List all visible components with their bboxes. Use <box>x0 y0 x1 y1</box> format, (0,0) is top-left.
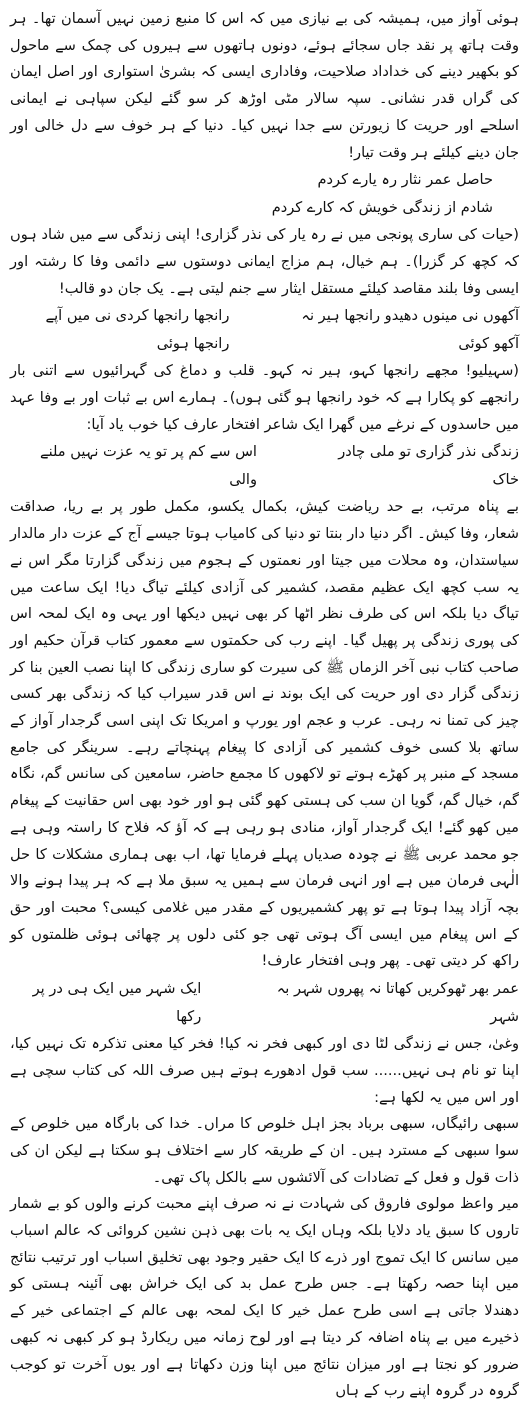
paragraph-3: (سہیلیو! مجھے رانجھا کہو، ہیر نہ کہو۔ قلب و دماغ کی گہرائیوں سے اتنی بار رانجھے کو پکارا ہے کہ خود رانجھا ہو گئی ہوں)۔ ہمارے اس بے ثبات اور بے وفا عہد میں حاسدوں کے نرغے میں گھرا ایک شاعر افتخار عارف کیا خوب یاد آیا: <box>10 362 519 433</box>
paragraph-7: میر واعظ مولوی فاروق کی شہادت نے نہ صرف اپنے محبت کرنے والوں کو بے شمار تاروں کا سبق یاد دلایا بلکہ وہاں ایک یہ بات بھی ذہن نشین کروائی کہ عالم اسباب میں سانس کا ایک تموج اور ذرے کا ایک حقیر وجود بھی تخلیق اسباب اور ترتیب نتائج میں اپنا حصہ رکھتا ہے۔ جس طرح عمل بد کی ایک خراش بھی آئینہ ہستی کو دھندلا جاتی ہے اسی طرح عمل خیر کا ایک لمحہ بھی عالم کے اجتماعی خیر کے ذخیرے میں بے پناہ اضافہ کر دیتا ہے اور لوح زمانہ میں ریکارڈ ہو کر کبھی نہ کبھی ضرور کو نجتا ہے اور میزان نتائج میں اپنا وزن دکھاتا ہے اور یوں آخرت تو کوجب گروہ در گروہ اپنے رب کے ہاں <box>10 1195 519 1400</box>
couplet-half: رانجھا رانجھا کردی نی میں آپے رانجھا ہوئی <box>45 307 230 353</box>
paragraph-2: (حیات کی ساری پونجی میں نے رہ یار کی نذر گزاری! اپنی زندگی سے میں شاد ہوں کہ کچھ کر گزرا)۔ ہم خیال، ہم مزاج ایمانی دوستوں سے دائمی وفا کا رشتہ اور ایسی وفا بلند مقاصد کیلئے مستقل ایثار سے جنم لیتی ہے۔ یک جان دو قالب! <box>10 226 519 297</box>
iftikhar-arif-couplet-2 <box>10 975 519 1031</box>
verse-line: حاصل عمر نثار رہ یارے کردم <box>317 171 493 189</box>
couplet-half: اس سے کم پر تو یہ عزت نہیں ملنے والی <box>40 443 257 489</box>
punjabi-couplet <box>10 302 519 358</box>
iftikhar-arif-couplet-1 <box>10 438 519 494</box>
couplet-half: آکھوں نی مینوں دھیدو رانجھا ہیر نہ آکھو کوئی <box>301 307 519 353</box>
couplet-half: ایک شہر میں ایک ہی در پر رکھا <box>32 980 202 1026</box>
paragraph-4: بے پناہ مرتب، بے حد ریاضت کیش، بکمال یکسو، مکمل طور پر بے ریا، صداقت شعار، وفا کیش۔ اگر دنیا دار بنتا تو دنیا کی کامیاب ہوتا جیسے آج کے عزت دار مالدار سیاستدان، وہ محلات میں جیتا اور نعمتوں کے ہجوم میں زندگی گزارتا مگر اس نے یہ سب کچھ ایک عظیم مقصد، کشمیر کی آزادی کیلئے تیاگ دیا! ایک ساعت میں تیاگ دیا بلکہ اس کی طرف نظر اٹھا کر بھی نہیں دیکھا اور یہی وہ ایک لمحہ اس کی پوری زندگی پر پھیل گیا۔ اپنے رب کی حکمتوں سے معمور کتاب قرآن حکیم اور صاحب کتاب نبی آخر الزماں ﷺ کی سیرت کو ساری زندگی کا اپنا نصب العین بنا کر زندگی گزار دی اور حریت کی ایک بوند نے اس قدر سیراب کیا کہ زندگی بھر کسی چیز کی تمنا نہ رہی۔ عرب و عجم اور یورپ و امریکا تک اپنی اسی گرجدار آواز کے ساتھ بلا کسی خوف کشمیر کی آزادی کا پیغام پہنچاتے رہے۔ سرینگر کی جامع مسجد کے منبر پر کھڑے ہوتے تو لاکھوں کا مجمع حاضر، سامعین کی سانس گم، نگاہ گم، خیال گم، گویا ان سب کی ہستی کھو گئی ہو اور خود بھی اس حقانیت کے پیغام میں کھو گئے! ایک گرجدار آواز، منادی ہو رہی ہے کہ آؤ کہ فلاح کا راستہ وہی ہے جو محمد عربی ﷺ نے چودہ صدیاں پہلے فرمایا تھا، اب بھی ہماری مشکلات کا حل الٰہی فرمان میں ہے اور انہی فرمان سے ہمیں یہ سبق ملا ہے کہ ہر پیدا ہونے والا بچہ آزاد پیدا ہوتا ہے تو پھر کشمیریوں کے مقدر میں غلامی کیسی؟ محبت اور حق کے اس پیغام میں ایسی آگ ہوتی تھی جو کئی دلوں پر چھائی ہوئی ظلمتوں کو راکھ کر دیتی تھی۔ پھر وہی افتخار عارف! <box>10 498 519 970</box>
paragraph-5: وغیٰ، جس نے زندگی لٹا دی اور کبھی فخر نہ کیا! فخر کیا معنی تذکرہ تک نہیں کیا، اپنا تو نام ہی نہیں...... سب قول ادھورے ہوتے ہیں صرف اللہ کی کتاب سچی ہے اور اس میں یہ لکھا ہے: <box>10 1035 519 1106</box>
paragraph-1: ہوئی آواز میں، ہمیشہ کی بے نیازی میں کہ اس کا منبع زمین نہیں آسمان تھا۔ ہر وقت ہاتھ پر نقد جاں سجائے ہوئے، دونوں ہاتھوں سے ہیروں کی چمک سے ماحول کو بکھیر دینے کی خداداد صلاحیت، وفاداری ایسی کہ بشریٰ استواری اور اصل ایمان کی گراں قدر نشانی۔ سپہ سالار مٹی اوڑھ کر سو گئے لیکن سپاہی نے ایمانی اسلحے اور حریت کا زیورتن سے جدا نہیں کیا۔ دنیا کے ہر خوف سے دل خالی اور جان دینے کیلئے ہر وقت تیار! <box>10 10 519 161</box>
couplet-half: زندگی نذر گزاری تو ملی چادر خاک <box>338 443 519 489</box>
couplet-half: عمر بھر ٹھوکریں کھاتا نہ پھروں شہر بہ شہر <box>276 980 519 1026</box>
verse-line: شادم از زندگی خویش کہ کارے کردم <box>271 199 493 217</box>
paragraph-6: سبھی رائیگاں، سبھی برباد بجز اہل خلوص کا مراں۔ خدا کی بارگاہ میں خلوص کے سوا سبھی کے مسترد ہیں۔ ان کے طریقہ کار سے اختلاف ہو سکتا ہے لیکن ان کی ذات قول و فعل کے تضادات کی آلائشوں سے بالکل پاک تھی۔ <box>10 1115 519 1186</box>
